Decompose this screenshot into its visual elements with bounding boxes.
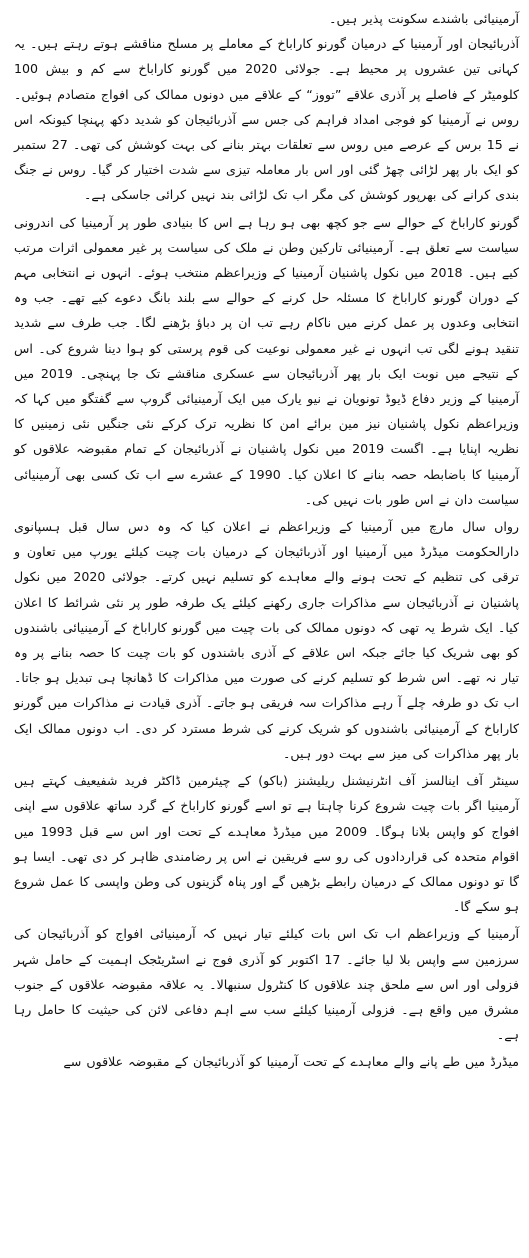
article-paragraph-4: رواں سال مارچ میں آرمینیا کے وزیراعظم نے اعلان کیا کہ وہ دس سال قبل ہسپانوی دارالحکومت میڈرڈ میں آرمینیا اور آذربائیجان کے درمیان بات چیت کیلئے یورپ میں تعاون و ترقی کی تنظیم کے تحت ہونے والے معاہدے کو تسلیم نہیں کرتے۔ جولائی 2020 میں نکول پاشنیان نے آذربائیجان سے مذاکرات جاری رکھنے کیلئے یک طرفہ طور پر نئی شرائط کا اعلان کیا۔ ایک شرط یہ تھی کہ دونوں ممالک کی بات چیت میں گورنو کاراباخ کے آرمینیائی باشندوں کو بھی شریک کیا جائے جبکہ اس علاقے کے آذری باشندوں کو بات چیت کا حصہ بنانے پر وہ تیار نہ تھے۔ اس شرط کو تسلیم کرنے کی صورت میں مذاکرات کا ڈھانچا ہی تبدیل ہو جاتا۔ اب تک دو طرفہ چلے آ رہے مذاکرات سہ فریقی ہو جاتے۔ آذری قیادت نے مذاکرات میں گورنو کاراباخ کے آرمینیائی باشندوں کو شریک کرنے کی شرط مسترد کر دی۔ اب دونوں ممالک ایک بار پھر مذاکرات کی میز سے بہت دور ہیں۔ <box>14 519 519 761</box>
article-paragraph-6: آرمینیا کے وزیراعظم اب تک اس بات کیلئے تیار نہیں کہ آرمینیائی افواج کو آذربائیجان کی سرزمین سے واپس بلا لیا جائے۔ 17 اکتوبر کو آذری فوج نے اسٹریٹجک اہمیت کے حامل شہر فزولی اور اس سے ملحق چند علاقوں کا کنٹرول سنبھالا۔ یہ علاقہ مقبوضہ علاقوں کے جنوب مشرق میں واقع ہے۔ فزولی آرمینیا کیلئے سب سے اہم دفاعی لائن کی حیثیت کا حامل رہا ہے۔ <box>14 926 519 1043</box>
article-paragraph-2: آذربائیجان اور آرمینیا کے درمیان گورنو کاراباخ کے معاملے پر مسلح مناقشے ہوتے رہتے ہیں۔ یہ کہانی تین عشروں پر محیط ہے۔ جولائی 2020 میں گورنو کاراباخ سے کم و بیش 100 کلومیٹر کے فاصلے پر آذری علاقے ”تووز“ کے علاقے میں دونوں ممالک کی افواج متصادم ہوئیں۔ روس نے آرمینیا کو فوجی امداد فراہم کی جس سے آذربائیجان کو شدید دکھ پہنچا کیونکہ اس نے 15 برس کے عرصے میں روس سے تعلقات بہتر بنانے کی بہت کوشش کی تھی۔ 27 ستمبر کو ایک بار پھر لڑائی چھڑ گئی اور اس بار معاملہ تیزی سے شدت اختیار کر گیا۔ روس نے جنگ بندی کرانے کی بھرپور کوشش کی مگر اب تک لڑائی بند نہیں کرائی جاسکی ہے۔ <box>14 36 520 203</box>
article-paragraph-3: گورنو کاراباخ کے حوالے سے جو کچھ بھی ہو رہا ہے اس کا بنیادی طور پر آرمینیا کی اندرونی سیاست سے تعلق ہے۔ آرمینیائی تارکین وطن نے ملک کی سیاست پر غیر معمولی اثرات مرتب کیے ہیں۔ 2018 میں نکول پاشنیان آرمینیا کے وزیراعظم منتخب ہوئے۔ انہوں نے انتخابی مہم کے دوران گورنو کاراباخ کا مسئلہ حل کرنے کے حوالے سے بلند بانگ دعوے کیے تھے۔ جب وہ انتخابی وعدوں پر عمل کرنے میں ناکام رہے تب ان پر دباؤ بڑھنے لگا۔ جب طرف سے شدید تنقید ہونے لگی تب انہوں نے غیر معمولی نوعیت کی قوم پرستی کو ہوا دینا شروع کی۔ اس کے نتیجے میں نوبت ایک بار پھر آذربائیجان سے عسکری مناقشے تک جا پہنچی۔ 2019 میں آرمینیا کے وزیر دفاع ڈیوڈ تونویان نے نیو یارک میں ایک آرمینیائی گروپ سے گفتگو میں کہا کہ وزیراعظم نکول پاشنیان نیز مین برائے امن کا نظریہ ترک کرکے نئی جنگیں نئی زمینیں کا نظریہ اپنایا ہے۔ اگست 2019 میں نکول پاشنیان نے آذربائیجان کے تمام مقبوضہ علاقوں کو آرمینیا کا باضابطہ حصہ بنانے کا اعلان کیا۔ 1990 کے عشرے سے اب تک کسی بھی آرمینیائی سیاست دان نے اس طور بات نہیں کی۔ <box>14 214 520 507</box>
article-paragraph-7: میڈرڈ میں طے پانے والے معاہدے کے تحت آرمینیا کو آذربائیجان کے مقبوضہ علاقوں سے <box>63 1054 519 1070</box>
article-paragraph-5: سینٹر آف اینالسز آف انٹرنیشنل ریلیشنز (باکو) کے چیئرمین ڈاکٹر فرید شفیعیف کہتے ہیں آرمینیا اگر بات چیت شروع کرنا چاہتا ہے تو اسے گورنو کاراباخ کے گرد ساتھ علاقوں سے اپنی افواج کو واپس بلانا ہوگا۔ 2009 میں میڈرڈ معاہدے کے تحت اور اس سے قبل 1993 میں اقوام متحدہ کی قراردادوں کی رو سے فریقین نے اس پر رضامندی ظاہر کر دی تھی۔ ایسا ہو گا تو دونوں ممالک کے درمیان رابطے بڑھیں گے اور پناہ گزینوں کی وطن واپسی کا عمل شروع ہو سکے گا۔ <box>14 773 519 915</box>
article-paragraph-1: آرمینیائی باشندے سکونت پذیر ہیں۔ <box>329 11 519 26</box>
